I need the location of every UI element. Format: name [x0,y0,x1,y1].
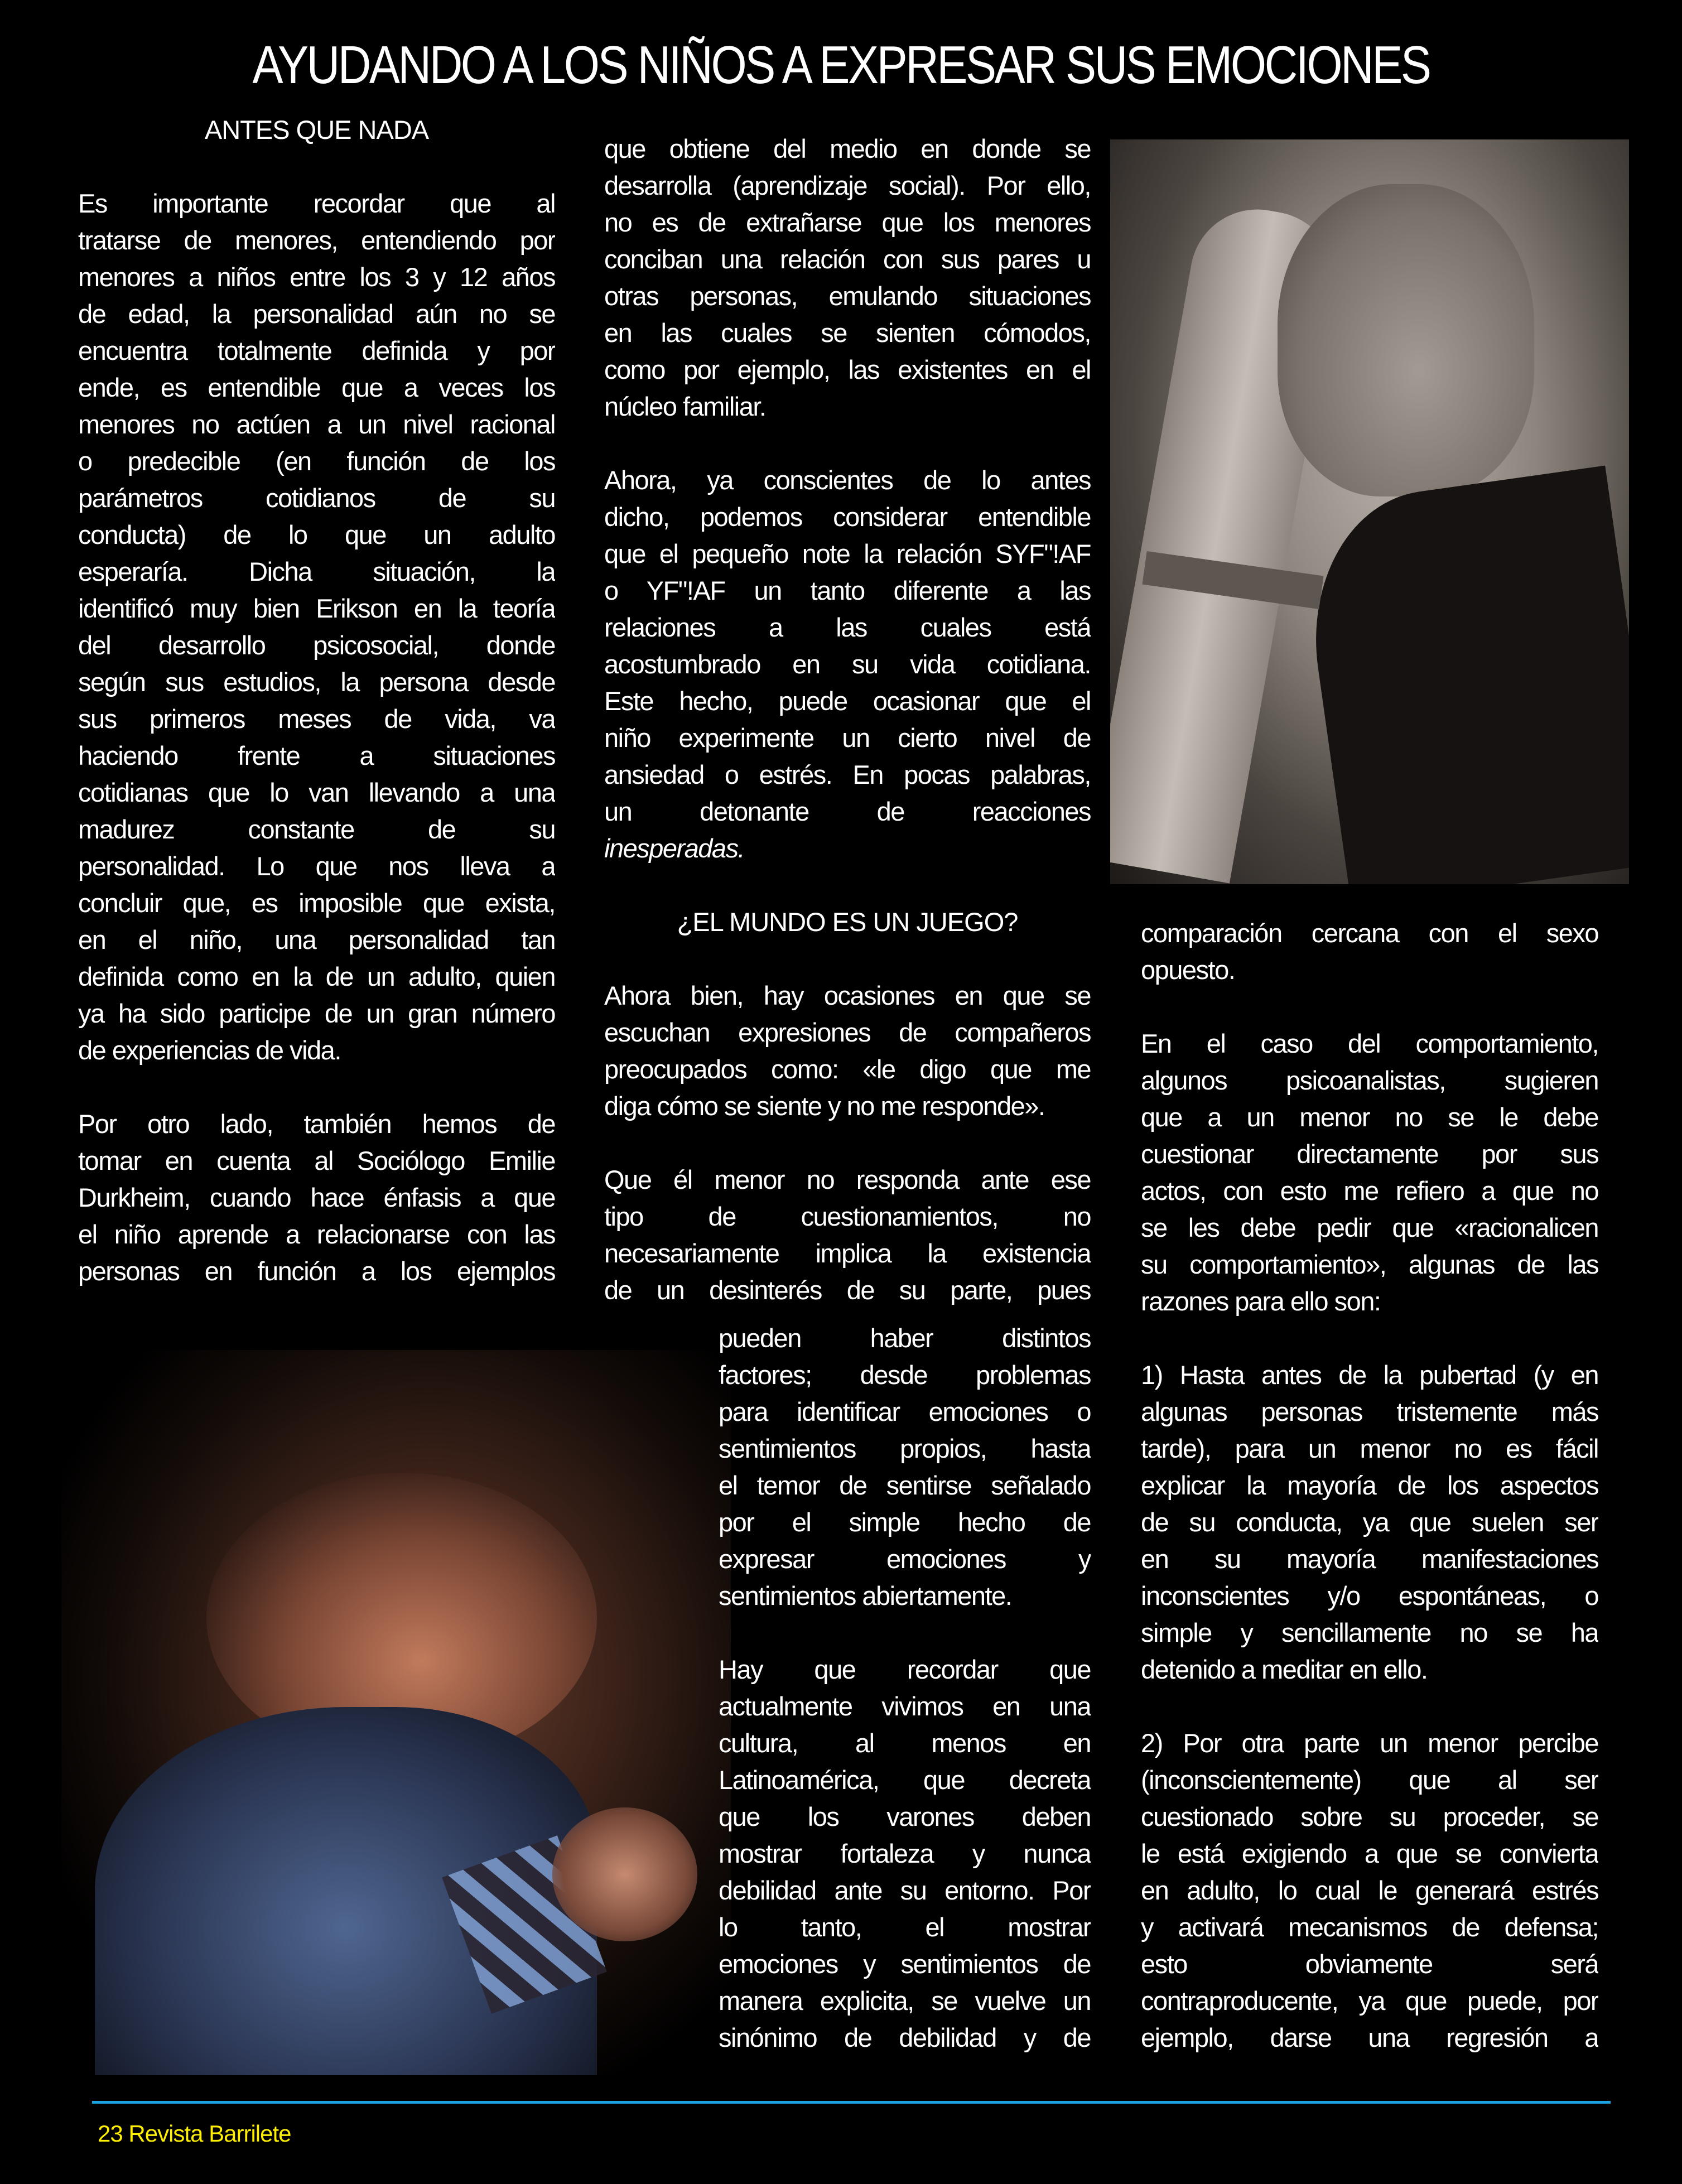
text-line: lo tanto, el mostrar [719,1912,1091,1942]
text-line: sus primeros meses de vida, va [78,704,555,734]
text-line: haciendo frente a situaciones [78,741,555,770]
paragraph [78,185,555,1069]
text-line: razones para ello son: [1141,1286,1381,1316]
text-line: actos, con esto me refiero a que no [1141,1176,1598,1206]
text-line: otras personas, emulando situaciones [604,281,1091,311]
text-line: como por ejemplo, las existentes en el [604,355,1091,384]
text-line: algunas personas tristemente más [1141,1397,1598,1426]
text-line: tratarse de menores, entendiendo por [78,225,555,255]
text-line: menores a niños entre los 3 y 12 años [78,262,555,292]
text-line: mostrar fortaleza y nunca [719,1839,1091,1868]
text-line: conducta) de lo que un adulto [78,520,555,549]
text-line: Este hecho, puede ocasionar que el [604,686,1091,716]
photo-shirt [1296,466,1629,884]
text-line: identificó muy bien Erikson en la teoría [78,594,555,623]
text-line: en su mayoría manifestaciones [1141,1544,1598,1574]
photo-hand [552,1807,697,1941]
text-line: diga cómo se siente y no me responde». [604,1091,1045,1121]
text-line: núcleo familiar. [604,392,766,421]
paragraph [604,131,1091,425]
text-line: detenido a meditar en ello. [1141,1655,1428,1684]
text-line: en adulto, lo cual le generará estrés [1141,1876,1598,1905]
paragraph [719,1651,1091,2056]
text-line: que a un menor no se le debe [1141,1102,1598,1132]
paragraph [604,462,1091,830]
photo-pensive-boy [1110,139,1629,884]
text-line: preocupados como: «le digo que me [604,1054,1091,1084]
text-line: que el pequeño note la relación SYF"!AF [604,539,1091,568]
text-line: concluir que, es imposible que exista, [78,888,555,918]
text-line: inconscientes y/o espontáneas, o [1141,1581,1598,1611]
text-line: el niño aprende a relacionarse con las [78,1219,555,1249]
text-line: En el caso del comportamiento, [1141,1029,1598,1058]
text-line: cultura, al menos en [719,1728,1091,1758]
text-line: y activará mecanismos de defensa; [1141,1912,1598,1942]
text-line: que los varones deben [719,1802,1091,1831]
text-line: en las cuales se sienten cómodos, [604,318,1091,348]
text-line: del desarrollo psicosocial, donde [78,630,555,660]
text-line: le está exigiendo a que se convierta [1141,1839,1598,1868]
text-line: o predecible (en función de los [78,446,555,476]
text-line: de experiencias de vida. [78,1035,341,1065]
paragraph [604,977,1091,1125]
text-line: algunos psicoanalistas, sugieren [1141,1066,1598,1095]
section-heading: ¿EL MUNDO ES UN JUEGO? [677,907,1018,937]
paragraph [1141,915,1598,989]
text-line: según sus estudios, la persona desde [78,667,555,697]
text-line: su comportamiento», algunas de las [1141,1250,1598,1279]
text-line: necesariamente implica la existencia [604,1238,1091,1268]
text-line: de edad, la personalidad aún no se [78,299,555,329]
text-line: Ahora bien, hay ocasiones en que se [604,981,1091,1010]
text-line: Es importante recordar que al [78,189,555,218]
text-line: ejemplo, darse una regresión a [1141,2023,1598,2052]
footer-divider [92,2101,1611,2104]
photo-head [1278,184,1534,496]
text-line: actualmente vivimos en una [719,1691,1091,1721]
column-2-inset [719,1320,1091,2056]
text-line: pueden haber distintos [719,1323,1091,1353]
text-line: expresar emociones y [719,1544,1091,1574]
text-line: parámetros cotidianos de su [78,483,555,513]
text-line: manera explicita, se vuelve un [719,1986,1091,2016]
page-title: AYUDANDO A LOS NIÑOS A EXPRESAR SUS EMOCIONES [252,35,1430,95]
text-line: esto obviamente será [1141,1949,1598,1979]
column-3 [1141,915,1598,2056]
text-line: niño experimente un cierto nivel de [604,723,1091,753]
text-line: Ahora, ya conscientes de lo antes [604,465,1091,495]
text-line: encuentra totalmente definida y por [78,336,555,365]
text-line: tomar en cuenta al Sociólogo Emilie [78,1146,555,1175]
text-line: por el simple hecho de [719,1507,1091,1537]
text-line: esperaría. Dicha situación, la [78,557,555,586]
text-line: comparación cercana con el sexo [1141,918,1598,948]
text-line: para identificar emociones o [719,1397,1091,1426]
text-line: Que él menor no responda ante ese [604,1165,1091,1194]
paragraph [1141,1725,1598,2056]
text-line: (inconscientemente) que al ser [1141,1765,1598,1795]
text-line: Por otro lado, también hemos de [78,1109,555,1139]
text-line: opuesto. [1141,955,1235,985]
text-line: explicar la mayoría de los aspectos [1141,1471,1598,1500]
text-line: de su conducta, ya que suelen ser [1141,1507,1598,1537]
text-line: personalidad. Lo que nos lleva a [78,851,555,881]
text-line: 2) Por otra parte un menor percibe [1141,1728,1598,1758]
text-line: emociones y sentimientos de [719,1949,1091,1979]
text-line: que obtiene del medio en donde se [604,134,1091,163]
text-line: sentimientos propios, hasta [719,1434,1091,1463]
text-line: sinónimo de debilidad y de [719,2023,1091,2052]
paragraph [719,1320,1091,1614]
text-line: se les debe pedir que «racionalicen [1141,1213,1598,1242]
text-line: contraproducente, ya que puede, por [1141,1986,1598,2016]
text-line: 1) Hasta antes de la pubertad (y en [1141,1360,1598,1390]
column-1 [78,112,555,1290]
text-line: o YF"!AF un tanto diferente a las [604,576,1091,605]
text-line: un detonante de reacciones [604,797,1091,826]
text-line: madurez constante de su [78,814,555,844]
paragraph [78,1106,555,1290]
text-line: sentimientos abiertamente. [719,1581,1012,1611]
text-line: debilidad ante su entorno. Por [719,1876,1091,1905]
italic-word: inesperadas. [604,833,745,863]
text-line: dicho, podemos considerar entendible [604,502,1091,532]
column-2 [604,131,1091,1309]
text-line: en el niño, una personalidad tan [78,925,555,954]
photo-crying-child [61,1350,731,2075]
text-line: ya ha sido participe de un gran número [78,999,555,1028]
text-line: el temor de sentirse señalado [719,1471,1091,1500]
text-line: definida como en la de un adulto, quien [78,962,555,991]
text-line: no es de extrañarse que los menores [604,208,1091,237]
text-line: tarde), para un menor no es fácil [1141,1434,1598,1463]
paragraph [604,1161,1091,1309]
text-line: ansiedad o estrés. En pocas palabras, [604,760,1091,789]
text-line: personas en función a los ejemplos [78,1256,555,1286]
text-line: menores no actúen a un nivel racional [78,409,555,439]
text-line: Latinoamérica, que decreta [719,1765,1091,1795]
text-line: Durkheim, cuando hace énfasis a que [78,1183,555,1212]
text-line: factores; desde problemas [719,1360,1091,1390]
text-line: cotidianas que lo van llevando a una [78,778,555,807]
text-line: conciban una relación con sus pares u [604,244,1091,274]
text-line: desarrolla (aprendizaje social). Por ello, [604,171,1091,200]
text-line: escuchan expresiones de compañeros [604,1018,1091,1047]
section-heading: ANTES QUE NADA [204,115,429,144]
text-line: tipo de cuestionamientos, no [604,1202,1091,1231]
text-line: de un desinterés de su parte, pues [604,1275,1091,1305]
text-line: Hay que recordar que [719,1655,1091,1684]
page-footer: 23 Revista Barrilete [98,2120,291,2147]
text-line: ende, es entendible que a veces los [78,373,555,402]
paragraph [1141,1025,1598,1320]
text-line: relaciones a las cuales está [604,613,1091,642]
text-line: simple y sencillamente no se ha [1141,1618,1598,1647]
text-line: cuestionado sobre su proceder, se [1141,1802,1598,1831]
text-line: acostumbrado en su vida cotidiana. [604,649,1091,679]
paragraph [1141,1357,1598,1688]
text-line: cuestionar directamente por sus [1141,1139,1598,1169]
